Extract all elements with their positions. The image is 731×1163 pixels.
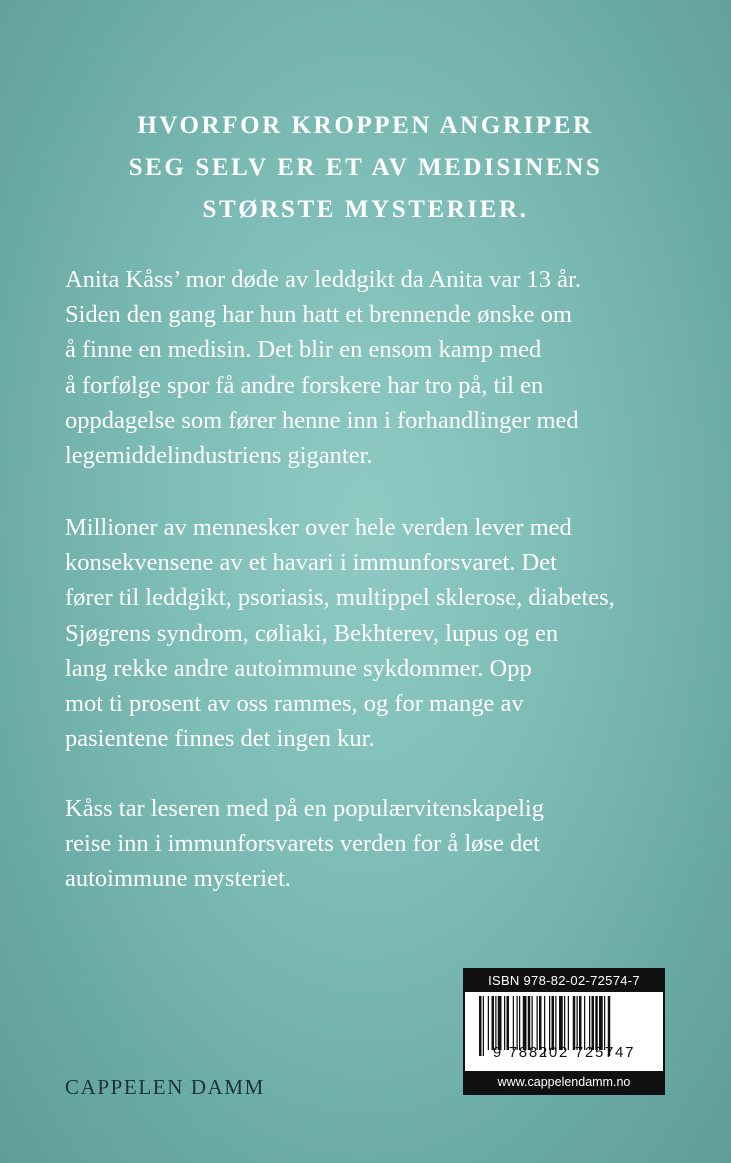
text-line: reise inn i immunforsvarets verden for å løse det [65,830,540,858]
barcode-bar [523,996,527,1050]
text-line: å forfølge spor få andre forskere har tro på, til en [65,371,544,399]
barcode-bar [537,996,538,1050]
headline-line: STØRSTE MYSTERIER. [202,196,529,223]
text-line: pasientene finnes det ingen kur. [65,725,375,753]
barcode-bar [549,996,550,1050]
text-line: Sjøgrens syndrom, cøliaki, Bekhterev, lupus og en [65,619,559,647]
barcode-bar [488,996,489,1050]
headline-line: HVORFOR KROPPEN ANGRIPER [137,112,594,139]
text-line: Anita Kåss’ mor døde av leddgikt da Anita var 13 år. [65,266,581,293]
barcode-bar [519,996,520,1050]
publisher-url: www.cappelendamm.no [465,1071,663,1093]
barcode-bar [552,996,555,1050]
barcode-bar [595,996,598,1050]
barcode-bar [492,996,495,1050]
barcode-bar [504,996,505,1050]
barcode-bar [528,996,531,1050]
barcode-bar [539,996,542,1050]
barcode-bar [589,996,590,1050]
text-line: Siden den gang har hun hatt et brennende ønske om [65,301,572,329]
text-line: oppdagelse som fører henne inn i forhandlinger med [65,406,579,434]
headline [60,105,671,231]
barcode-bar [564,996,565,1050]
isbn-label: ISBN 978-82-02-72574-7 [465,970,663,992]
text-line: autoimmune mysteriet. [65,865,291,893]
text-line: å finne en medisin. Det blir en ensom kamp med [65,336,542,364]
barcode-bar [599,996,603,1050]
barcode-bar [513,996,514,1050]
barcode-bar [577,996,578,1050]
text-line: legemiddelindustriens giganter. [65,442,373,470]
paragraph-intro [65,262,677,473]
headline-line: SEG SELV ER ET AV MEDISINENS [128,154,603,181]
barcode-bar [573,996,576,1050]
text-line: fører til leddgikt, psoriasis, multippel sklerose, diabetes, [65,584,615,612]
barcode-digits: 9 788202 725747 [492,1044,636,1061]
barcode-bar [507,996,510,1050]
barcode-bar [495,996,496,1050]
paragraph-millions [65,510,677,756]
text-line: Millioner av mennesker over hele verden lever med [65,514,572,541]
text-line: Kåss tar leseren med på en populærvitenskapelig [65,795,544,822]
paragraph-closing [65,791,677,897]
barcode-bar [555,996,556,1050]
isbn-barcode-box [463,968,665,1095]
text-line: lang rekke andre autoimmune sykdommer. Opp [65,654,532,682]
publisher-logo: CAPPELEN DAMM [65,1075,265,1099]
barcode-bar [584,996,585,1050]
barcode-bar [579,996,582,1050]
barcode-bar [498,996,502,1050]
barcode-bar [559,996,563,1050]
text-line: konsekvensene av et havari i immunforsvaret. Det [65,549,557,577]
barcode-bar [568,996,569,1050]
text-line: mot ti prosent av oss rammes, og for mange av [65,690,524,718]
barcode-bar [532,996,533,1050]
barcode-bar [604,996,605,1050]
barcode-bar [592,996,595,1050]
barcode-bar [517,996,518,1050]
